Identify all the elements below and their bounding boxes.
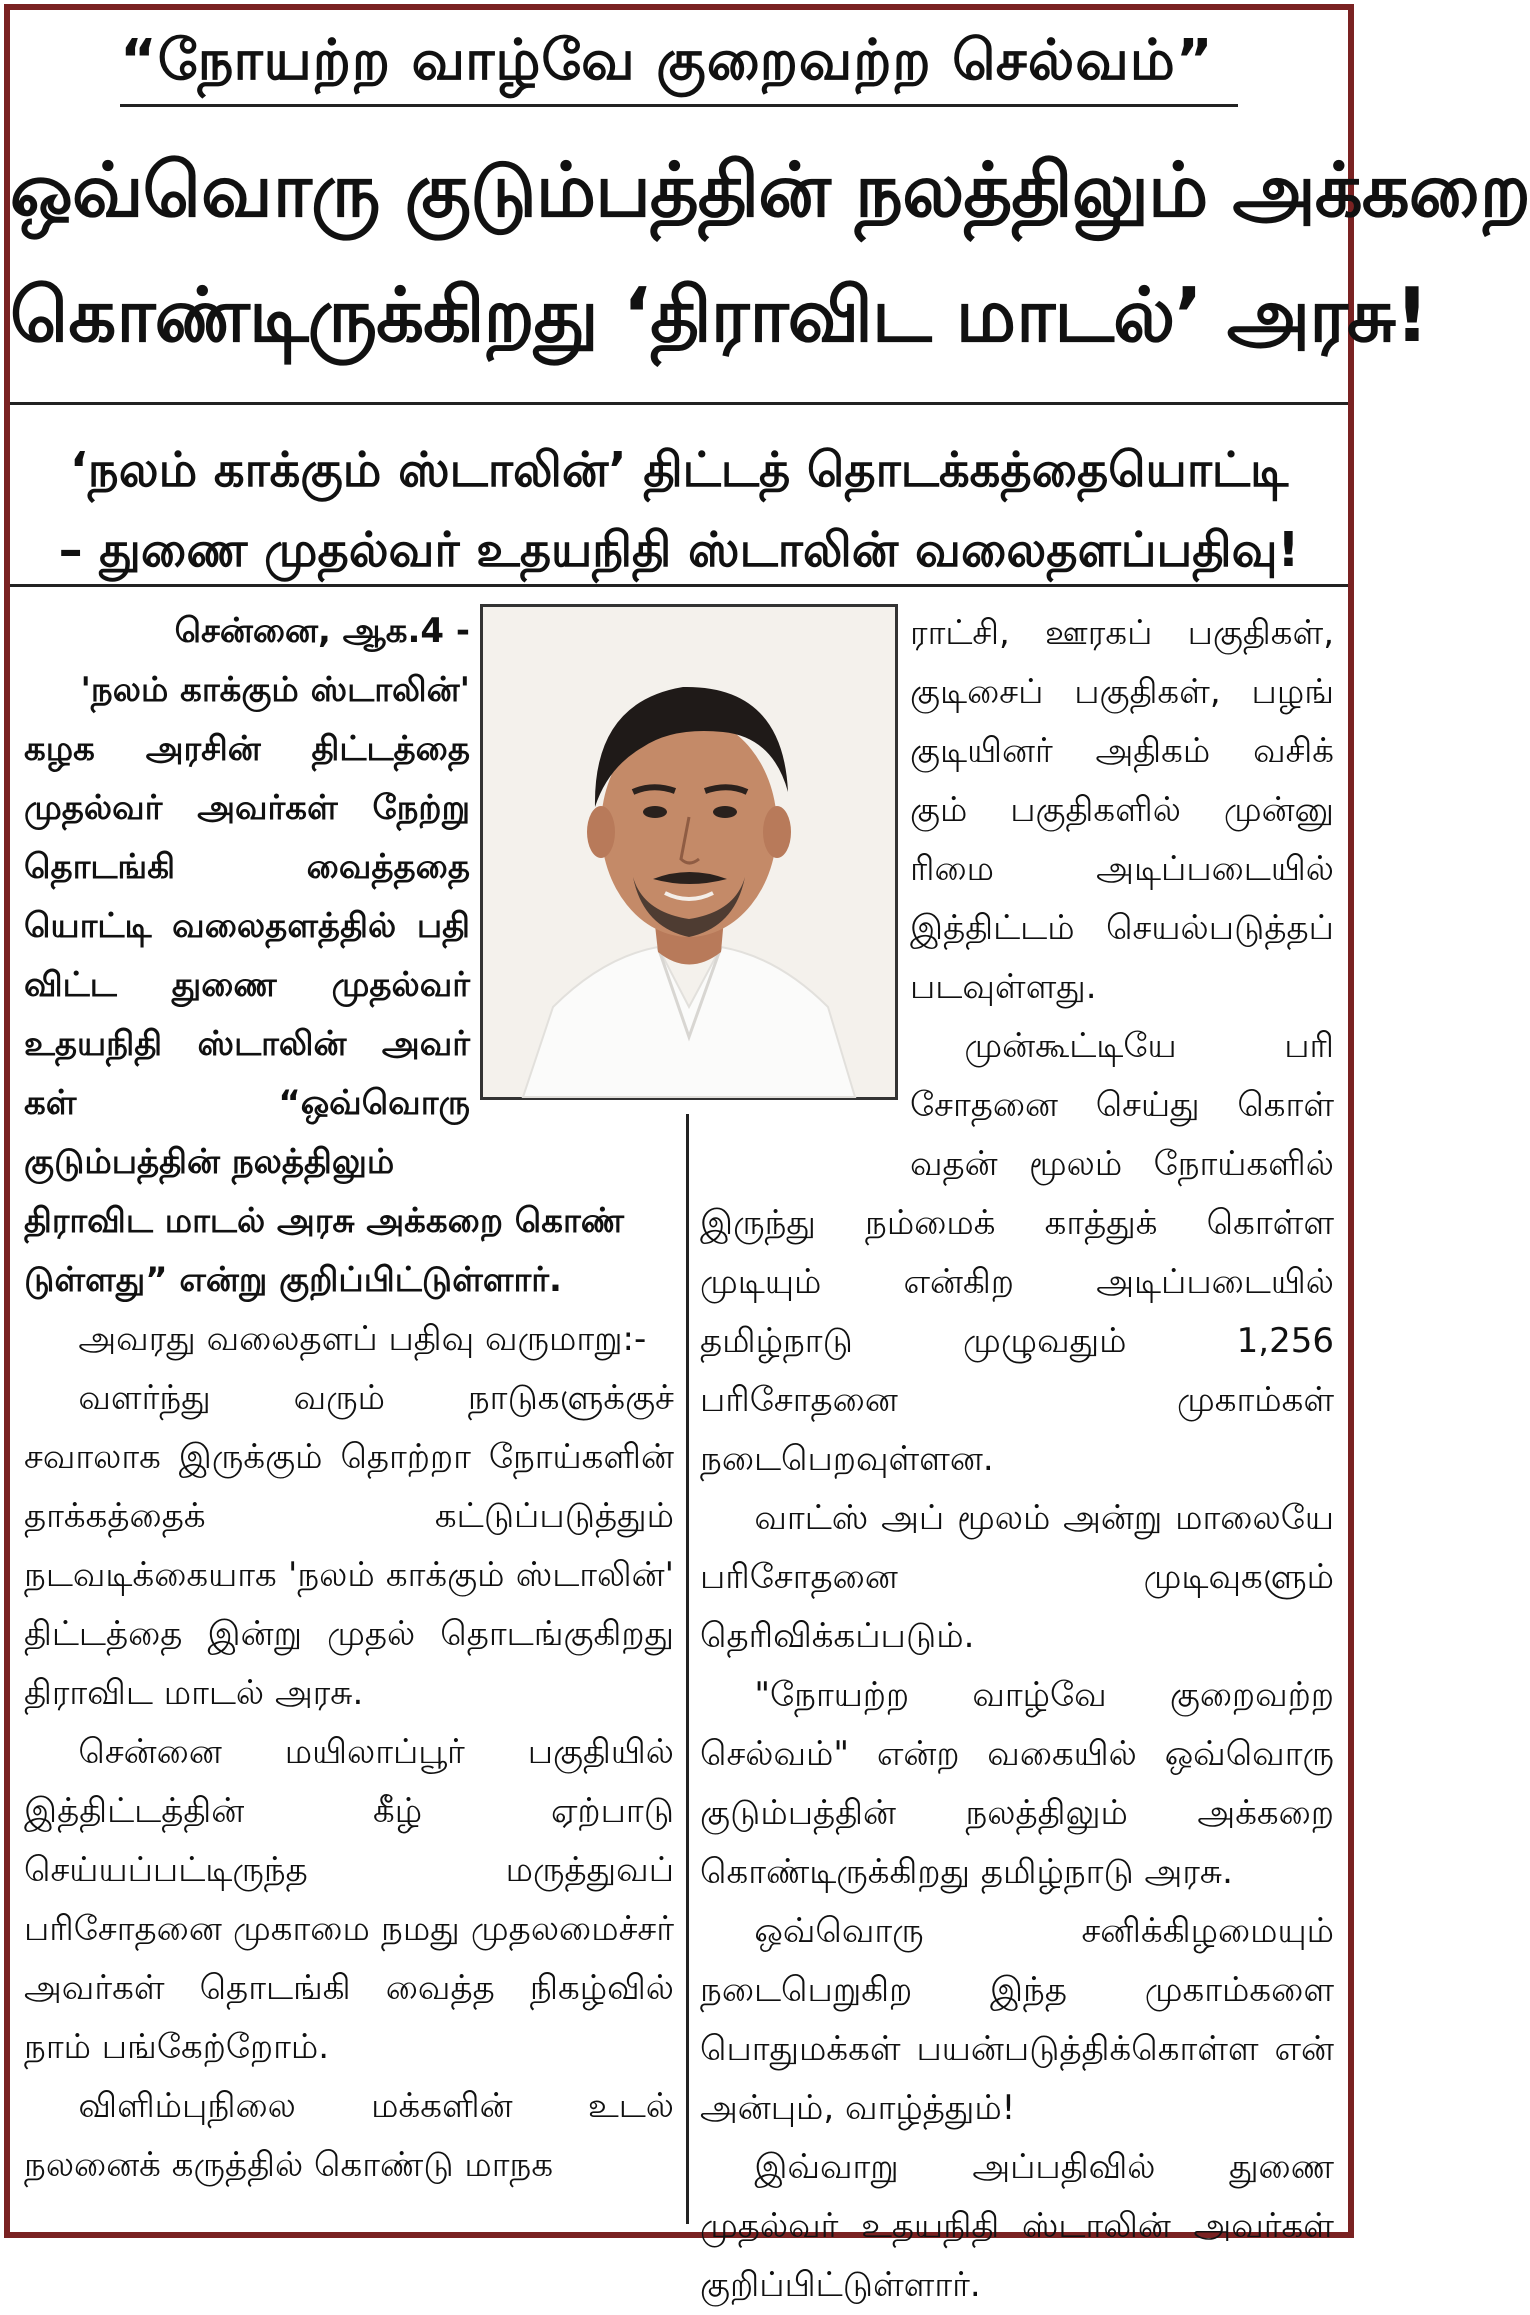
intro-line-11: திராவிட மாடல் அரசு அக்கறை கொண்: [24, 1201, 625, 1241]
intro-line-3: கழக அரசின் திட்டத்தை: [24, 729, 470, 769]
intro-line-7: விட்ட துணை முதல்வர்: [24, 965, 470, 1005]
headline-line-1: ஒவ்வொரு குடும்பத்தின் நலத்திலும் அக்கறை: [10, 146, 1530, 234]
right-paragraph-3: வாட்ஸ் அப் மூலம் அன்று மாலையே பரிசோதனை முடிவுகளும் தெரிவிக்கப்படும்.: [700, 1498, 1334, 1656]
left-intro-narrow: [24, 602, 470, 1192]
right-paragraph-4: "நோயற்ற வாழ்வே குறைவற்ற செல்வம்" என்ற வகையில் ஒவ்வொரு குடும்பத்தின் நலத்திலும் அக்கறை கொண்டிருக்கிறது தமிழ்நாடு அரசு.: [700, 1675, 1334, 1892]
right-line-4: கும் பகுதிகளில் முன்னு: [910, 790, 1334, 830]
left-paragraph-4: விளிம்புநிலை மக்களின் உடல் நலனைக் கருத்தில் கொண்டு மாநக: [24, 2086, 674, 2185]
intro-line-4: முதல்வர் அவர்கள் நேற்று: [24, 788, 470, 828]
newspaper-clipping: [4, 4, 1530, 2305]
right-line-8: முன்கூட்டியே பரி: [964, 1026, 1334, 1066]
intro-line-2: 'நலம் காக்கும் ஸ்டாலின்': [80, 670, 470, 710]
right-line-10: வதன் மூலம் நோய்களில்: [910, 1144, 1334, 1184]
column-divider: [686, 1114, 689, 2224]
left-paragraph-1: அவரது வலைதளப் பதிவு வருமாறு:-: [78, 1319, 647, 1359]
right-paragraph-2: இருந்து நம்மைக் காத்துக் கொள்ள முடியும் என்கிற அடிப்படையில் தமிழ்நாடு முழுவதும் 1,256 பரிசோதனை முகாம்கள் நடைபெறவுள்ளன.: [700, 1203, 1334, 1479]
intro-line-1: சென்னை, ஆக.4 -: [174, 611, 470, 651]
right-line-2: குடிசைப் பகுதிகள், பழங்: [910, 672, 1334, 712]
intro-line-10: குடும்பத்தின் நலத்திலும்: [24, 1142, 395, 1182]
right-line-3: குடியினர் அதிகம் வசிக்: [910, 731, 1334, 771]
right-line-1: ராட்சி, ஊரகப் பகுதிகள்,: [910, 613, 1334, 653]
portrait-photo: [480, 604, 898, 1100]
intro-line-12: டுள்ளது” என்று குறிப்பிட்டுள்ளார்.: [24, 1260, 562, 1300]
headline-rule: [10, 402, 1348, 405]
masthead-quote: “நோயற்ற வாழ்வே குறைவற்ற செல்வம்”: [120, 26, 1238, 107]
right-column-body: [700, 1194, 1334, 2315]
right-line-5: ரிமை அடிப்படையில்: [910, 849, 1334, 889]
right-line-9: சோதனை செய்து கொள்: [910, 1085, 1334, 1125]
subheadline-line-2: – துணை முதல்வர் உதயநிதி ஸ்டாலின் வலைதளப்பதிவு!: [58, 522, 1300, 578]
intro-line-6: யொட்டி வலைதளத்தில் பதி: [24, 906, 470, 946]
right-paragraph-5: ஒவ்வொரு சனிக்கிழமையும் நடைபெறுகிற இந்த முகாம்களை பொதுமக்கள் பயன்படுத்திக்கொள்ள என் அன்பும், வாழ்த்தும்!: [700, 1911, 1334, 2128]
right-line-6: இத்திட்டம் செயல்படுத்தப்: [910, 908, 1334, 948]
subheadline-rule: [10, 584, 1348, 587]
right-line-7: படவுள்ளது.: [910, 967, 1097, 1007]
intro-line-8: உதயநிதி ஸ்டாலின் அவர்: [24, 1024, 470, 1064]
right-column-top: [910, 604, 1334, 1194]
intro-line-5: தொடங்கி வைத்ததை: [24, 847, 470, 887]
left-paragraph-3: சென்னை மயிலாப்பூர் பகுதியில் இத்திட்டத்தின் கீழ் ஏற்பாடு செய்யப்பட்டிருந்த மருத்துவப் பரிசோதனை முகாமை நமது முதலமைச்சர் அவர்கள் தொடங்கி வைத்த நிகழ்வில் நாம் பங்கேற்றோம்.: [24, 1732, 674, 2067]
subheadline-line-1: ‘நலம் காக்கும் ஸ்டாலின்’ திட்டத் தொடக்கத்தையொட்டி: [69, 442, 1289, 498]
left-column-body: [24, 1192, 674, 2195]
intro-line-9: கள் “ஒவ்வொரு: [24, 1083, 470, 1123]
left-paragraph-2: வளர்ந்து வரும் நாடுகளுக்குச் சவாலாக இருக்கும் தொற்றா நோய்களின் தாக்கத்தைக் கட்டுப்படுத்தும் நடவடிக்கையாக 'நலம் காக்கும் ஸ்டாலின்' திட்டத்தை இன்று முதல் தொடங்குகிறது திராவிட மாடல் அரசு.: [24, 1378, 674, 1713]
headline-line-2: கொண்டிருக்கிறது ‘திராவிட மாடல்’ அரசு!: [10, 271, 1429, 359]
right-paragraph-6: இவ்வாறு அப்பதிவில் துணை முதல்வர் உதயநிதி ஸ்டாலின் அவர்கள் குறிப்பிட்டுள்ளார்.: [700, 2147, 1334, 2305]
